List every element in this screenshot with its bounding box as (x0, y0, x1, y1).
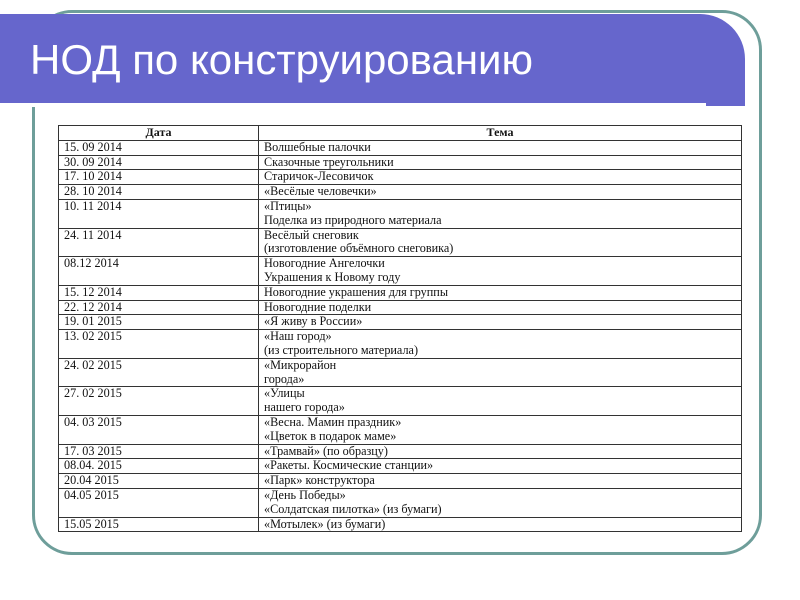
table-row (59, 330, 742, 359)
date-cell: 20.04 2015 (59, 474, 259, 489)
table-row (59, 358, 742, 387)
date-cell: 13. 02 2015 (59, 330, 259, 359)
date-cell: 30. 09 2014 (59, 155, 259, 170)
topic-cell (259, 387, 742, 416)
topic-line: города» (264, 371, 305, 386)
table-row (59, 257, 742, 286)
topic-line: «Цветок в подарок маме» (264, 428, 397, 443)
topic-line: нашего города» (264, 400, 345, 415)
title-underline (0, 103, 706, 107)
topic-cell (259, 488, 742, 517)
header-date: Дата (59, 126, 259, 141)
table-row (59, 140, 742, 155)
topic-line: (из строительного материала) (264, 342, 419, 357)
date-cell: 28. 10 2014 (59, 185, 259, 200)
date-cell: 04. 03 2015 (59, 415, 259, 444)
table-row (59, 228, 742, 257)
schedule-table-container (58, 125, 742, 532)
topic-cell (259, 315, 742, 330)
date-cell: 24. 11 2014 (59, 228, 259, 257)
topic-cell (259, 459, 742, 474)
table-row (59, 474, 742, 489)
date-cell: 10. 11 2014 (59, 199, 259, 228)
topic-line: «Птицы» (264, 198, 312, 213)
topic-line: Украшения к Новому году (264, 269, 401, 284)
table-header-row (59, 126, 742, 141)
topic-line: Сказочные треугольники (264, 154, 394, 169)
date-cell: 08.12 2014 (59, 257, 259, 286)
topic-line: «Я живу в России» (264, 314, 363, 329)
date-cell: 22. 12 2014 (59, 300, 259, 315)
topic-line: Новогодние поделки (264, 299, 372, 314)
date-cell: 24. 02 2015 (59, 358, 259, 387)
date-cell: 15.05 2015 (59, 517, 259, 532)
topic-line: «Мотылек» (из бумаги) (264, 516, 386, 531)
topic-line: Старичок-Лесовичок (264, 169, 374, 184)
table-row (59, 300, 742, 315)
table-row (59, 517, 742, 532)
schedule-table (58, 125, 742, 532)
topic-line: «Весёлые человечки» (264, 184, 377, 199)
date-cell: 17. 10 2014 (59, 170, 259, 185)
table-row (59, 285, 742, 300)
topic-line: «Ракеты. Космические станции» (264, 458, 434, 473)
table-row (59, 155, 742, 170)
topic-line: «Наш город» (264, 329, 332, 344)
date-cell: 04.05 2015 (59, 488, 259, 517)
date-cell: 19. 01 2015 (59, 315, 259, 330)
table-row (59, 387, 742, 416)
topic-line: Волшебные палочки (264, 139, 371, 154)
table-row (59, 185, 742, 200)
topic-line: Новогодние Ангелочки (264, 256, 385, 271)
header-topic: Тема (259, 126, 742, 141)
table-row (59, 444, 742, 459)
topic-cell (259, 285, 742, 300)
topic-line: «Весна. Мамин праздник» (264, 414, 402, 429)
table-row (59, 315, 742, 330)
topic-line: «Парк» конструктора (264, 473, 375, 488)
date-cell: 15. 12 2014 (59, 285, 259, 300)
topic-line: «Улицы (264, 386, 305, 401)
topic-cell (259, 228, 742, 257)
topic-line: «День Победы» (264, 487, 346, 502)
topic-line: Поделка из природного материала (264, 212, 442, 227)
topic-line: «Трамвай» (по образцу) (264, 443, 388, 458)
topic-cell (259, 155, 742, 170)
date-cell: 08.04. 2015 (59, 459, 259, 474)
topic-cell (259, 517, 742, 532)
topic-cell (259, 444, 742, 459)
table-row (59, 170, 742, 185)
topic-line: (изготовление объёмного снеговика) (264, 241, 454, 256)
date-cell: 17. 03 2015 (59, 444, 259, 459)
topic-cell (259, 199, 742, 228)
table-row (59, 459, 742, 474)
date-cell: 15. 09 2014 (59, 140, 259, 155)
date-cell: 27. 02 2015 (59, 387, 259, 416)
topic-cell (259, 330, 742, 359)
topic-cell (259, 185, 742, 200)
table-row (59, 415, 742, 444)
topic-cell (259, 300, 742, 315)
table-row (59, 488, 742, 517)
topic-cell (259, 140, 742, 155)
slide-title: НОД по конструированию (30, 36, 534, 83)
topic-line: «Микрорайон (264, 357, 337, 372)
topic-cell (259, 474, 742, 489)
table-row (59, 199, 742, 228)
topic-line: «Солдатская пилотка» (из бумаги) (264, 501, 442, 516)
topic-cell (259, 358, 742, 387)
topic-cell (259, 415, 742, 444)
topic-line: Весёлый снеговик (264, 227, 359, 242)
topic-cell (259, 170, 742, 185)
topic-cell (259, 257, 742, 286)
topic-line: Новогодние украшения для группы (264, 284, 449, 299)
